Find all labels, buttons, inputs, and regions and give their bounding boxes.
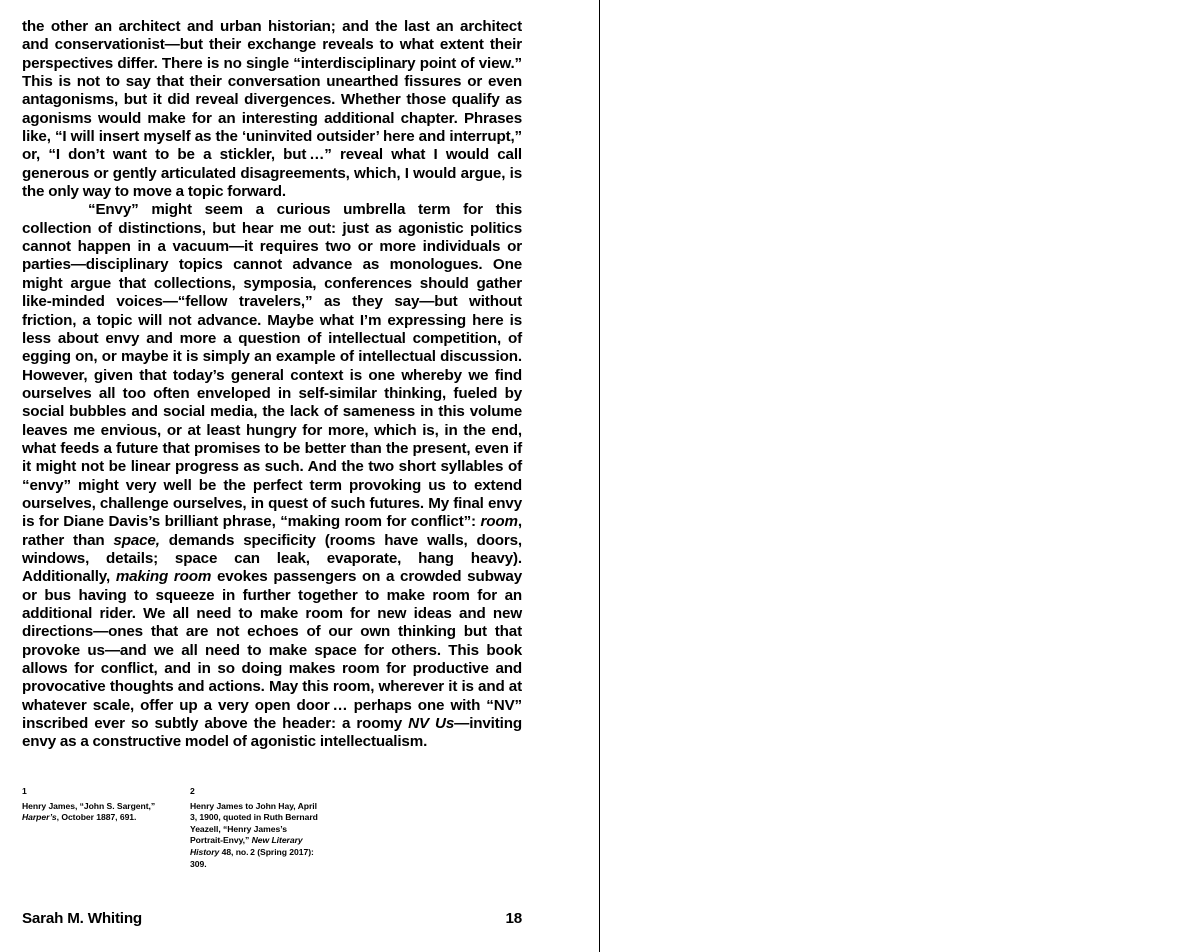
- body-paragraph: the other an architect and urban historian; and the last an architect and conservationist—but their exchange reveals to what extent their perspectives differ. There is no single “interdisciplinary point of view.” This is not to say that their conversation unearthed fissures or even antagonisms, but it did reveal divergences. Whether those qualify as agonisms would make for an interesting additional chapter. Phrases like, “I will insert myself as the ‘uninvited outsider’ here and interrupt,” or, “I don’t want to be a stickler, but …” reveal what I would call generous or gently articulated disagreements, which, I would argue, is the only way to move a topic forward.: [22, 18, 522, 201]
- footnote-number: 2: [190, 786, 195, 796]
- footnote-item: [190, 786, 320, 870]
- page-footer: [22, 910, 522, 927]
- right-page-blank: [600, 0, 1200, 952]
- footnotes-area: [22, 786, 522, 876]
- footnote-text: Henry James to John Hay, April 3, 1900, quoted in Ruth Bernard Yeazell, “Henry James’s Portrait-Envy,” New Literary History 48, no. 2 (Spring 2017): 309.: [190, 800, 318, 869]
- body-text-column: [22, 18, 522, 752]
- left-page: [0, 0, 599, 952]
- footnote-text: Henry James, “John S. Sargent,” Harper’s, October 1887, 691.: [22, 800, 156, 823]
- footnote-item: [22, 786, 172, 824]
- body-paragraph: “Envy” might seem a curious umbrella term for this collection of distinctions, but hear me out: just as agonistic politics cannot happen in a vacuum—it requires two or more individuals or parties—disciplinary topics cannot advance as monologues. One might argue that collections, symposia, conferences should gather like-minded voices—“fellow travelers,” as they say—but without friction, a topic will not advance. Maybe what I’m expressing here is less about envy and more a question of intellectual competition, of egging on, or maybe it is simply an example of intellectual discussion. However, given that today’s general context is one whereby we find ourselves all too often enveloped in self-similar thinking, fueled by social bubbles and social media, the lack of sameness in this volume leaves me envious, or at least hungry for more, which is, in the end, what feeds a future that promises to be better than the present, even if it might not be linear progress as such. And the two short syllables of “envy” might very well be the perfect term provoking us to extend ourselves, challenge ourselves, in quest of such futures. My final envy is for Diane Davis’s brilliant phrase, “making room for conflict”: room, rather than space, demands specificity (rooms have walls, doors, windows, details; space can leak, evaporate, hang heavy). Additionally, making room evokes passengers on a crowded subway or bus having to squeeze in further together to make room for an additional rider. We all need to make room for new ideas and new directions—ones that are not echoes of our own thinking but that provoke us—and we all need to make space for others. This book allows for conflict, and in so doing makes room for productive and provocative thoughts and actions. May this room, wherever it is and at whatever scale, offer up a very open door … perhaps one with “NV” inscribed ever so subtly above the header: a roomy NV Us—inviting envy as a constructive model of agonistic intellectualism.: [22, 201, 522, 751]
- page-number: 18: [505, 910, 522, 927]
- footnote-number: 1: [22, 786, 27, 796]
- running-author: Sarah M. Whiting: [22, 910, 142, 927]
